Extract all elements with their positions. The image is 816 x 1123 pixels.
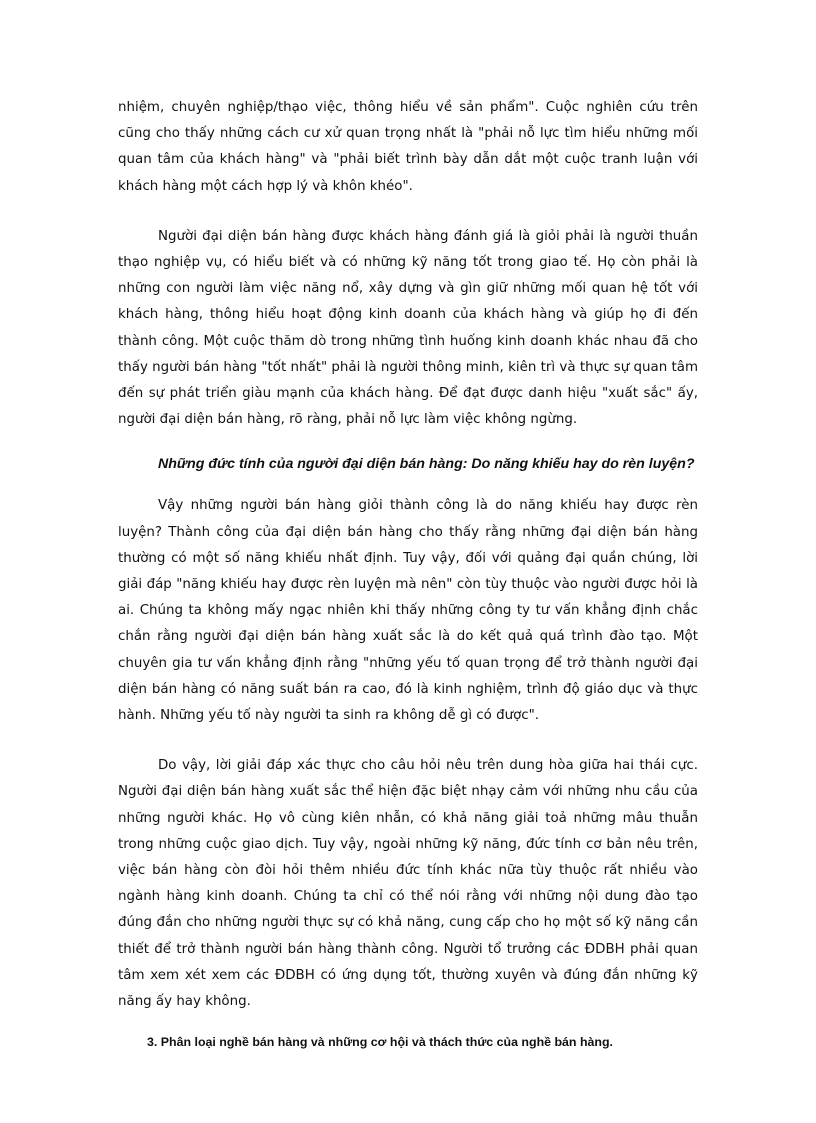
paragraph-good-sales-rep: Người đại diện bán hàng được khách hàng đánh giá là giỏi phải là người thuần thạo nghiệp vụ, có hiểu biết và có những kỹ năng tốt trong giao tế. Họ còn phải là những con người làm việc năng nổ, xây dựng và gìn giữ những mối quan hệ tốt với khách hàng, thông hiểu hoạt động kinh doanh của khách hàng và giúp họ đi đến thành công. Một cuộc thăm dò trong những tình huống kinh doanh khác nhau đã cho thấy người bán hàng "tốt nhất" phải là người thông minh, kiên trì và thực sự quan tâm đến sự phát triển giàu mạnh của khách hàng. Để đạt được danh hiệu "xuất sắc" ấy, người đại diện bán hàng, rõ ràng, phải nỗ lực làm việc không ngừng.: [118, 228, 698, 428]
paragraph-talent-question: Vậy những người bán hàng giỏi thành công là do năng khiếu hay được rèn luyện? Thành công của đại diện bán hàng cho thấy rằng những đại diện bán hàng thường có một số năng khiếu nhất định. Tuy vậy, đối với quảng đại quần chúng, lời giải đáp "năng khiếu hay được rèn luyện mà nên" còn tùy thuộc vào người được hỏi là ai. Chúng ta không mấy ngạc nhiên khi thấy những công ty tư vấn khẳng định chắc chắn rằng người đại diện bán hàng xuất sắc là do kết quả quá trình đào tạo. Một chuyên gia tư vấn khẳng định rằng "những yếu tố quan trọng để trở thành người đại diện bán hàng có năng suất bán ra cao, đó là kinh nghiệm, trình độ giáo dục và thực hành. Những yếu tố này người ta sinh ra không dễ gì có được".: [118, 498, 698, 724]
document-page: [118, 95, 698, 1051]
paragraph-answer: Do vậy, lời giải đáp xác thực cho câu hỏi nêu trên dung hòa giữa hai thái cực. Người đại diện bán hàng xuất sắc thể hiện đặc biệt nhạy cảm với những nhu cầu của những người khác. Họ vô cùng kiên nhẫn, có khả năng giải toả những mâu thuẫn trong những cuộc giao dịch. Tuy vậy, ngoài những kỹ năng, đức tính cơ bản nêu trên, việc bán hàng còn đòi hỏi thêm nhiều đức tính khác nữa tùy thuộc rất nhiều vào ngành hàng kinh doanh. Chúng ta chỉ có thể nói rằng với những nội dung đào tạo đúng đắn cho những người thực sự có khả năng, cung cấp cho họ một số kỹ năng cần thiết để trở thành người bán hàng thành công. Người tổ trưởng các ĐDBH phải quan tâm xem xét xem các ĐDBH có ứng dụng tốt, thường xuyên và đúng đắn những kỹ năng ấy hay không.: [118, 758, 698, 1010]
subheading-talent-or-training: Những đức tính của người đại diện bán hàng: Do năng khiếu hay do rèn luyện?: [158, 456, 695, 473]
paragraph-continuation: nhiệm, chuyên nghiệp/thạo việc, thông hiểu về sản phẩm". Cuộc nghiên cứu trên cũng cho thấy những cách cư xử quan trọng nhất là "phải nỗ lực tìm hiểu những mối quan tâm của khách hàng" và "phải biết trình bày dẫn dắt một cuộc tranh luận với khách hàng một cách hợp lý và khôn khéo".: [118, 100, 698, 194]
section-heading-3: 3. Phân loại nghề bán hàng và những cơ hội và thách thức của nghề bán hàng.: [147, 1035, 613, 1050]
